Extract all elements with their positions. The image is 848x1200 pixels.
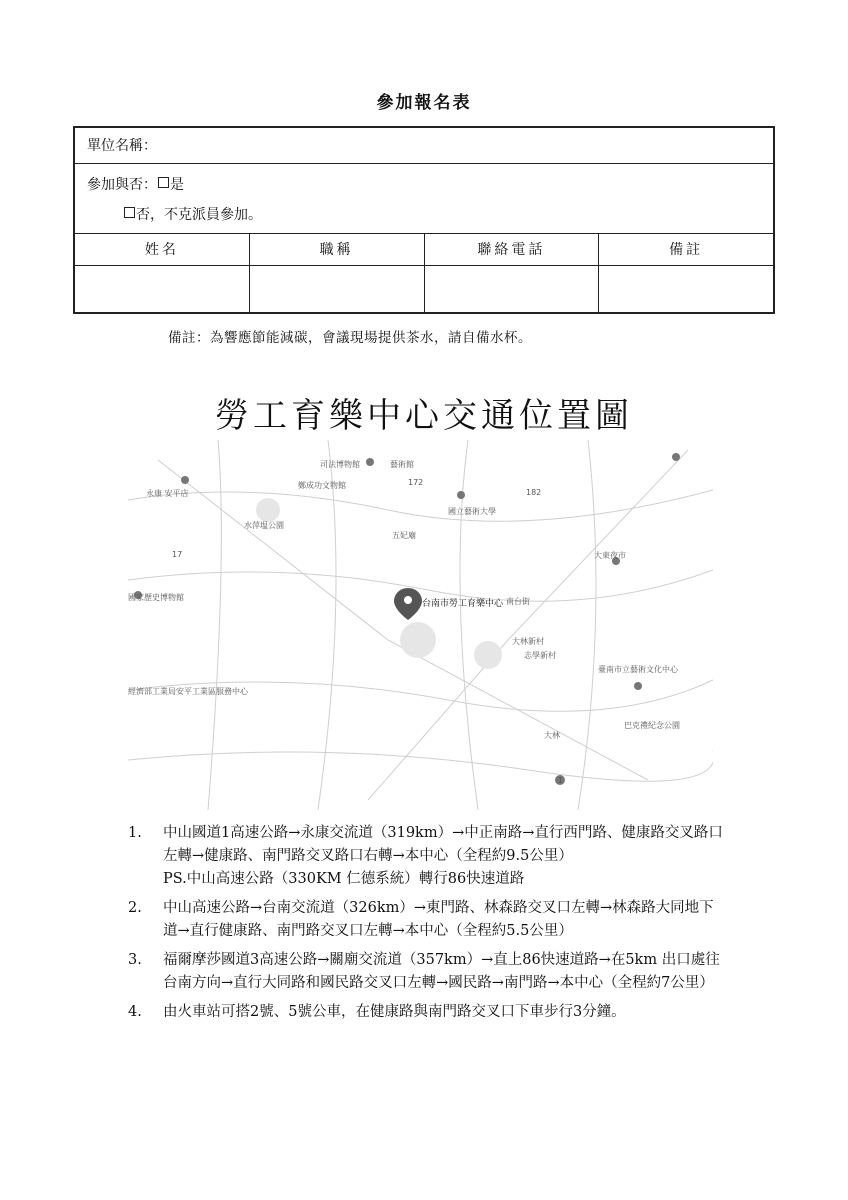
list-item <box>128 949 728 995</box>
no-label: 否，不克派員參加。 <box>136 207 262 223</box>
route-text: 中山國道1高速公路→永康交流道（319km）→中正南路→直行西門路、健康路交叉路口左轉→健康路、南門路交叉路口右轉→本中心（全程約9.5公里） <box>163 825 723 864</box>
route-number: 1. <box>128 825 142 841</box>
name-cell[interactable] <box>75 266 250 312</box>
col-phone-header: 聯絡電話 <box>425 234 600 265</box>
map-label-road-182: 182 <box>526 488 542 497</box>
map-label-industrial: 經濟部工業局安平工業區服務中心 <box>128 687 248 696</box>
map-label-tnua: 國立藝術大學 <box>448 507 496 516</box>
list-item <box>128 897 728 943</box>
yes-label: 是 <box>170 177 184 193</box>
list-item <box>128 1001 728 1024</box>
remark-cell[interactable] <box>599 266 773 312</box>
map-label-art-hall: 藝術館 <box>390 460 414 469</box>
map-label-nantai: 南台街 <box>506 597 530 606</box>
map-label-dalin2: 大林 <box>544 731 560 740</box>
map-label-zhixue: 志學新村 <box>524 651 556 660</box>
table-header <box>75 234 773 266</box>
destination-pin-icon <box>394 588 422 620</box>
map-title: 勞工育樂中心交通位置圖 <box>215 396 633 436</box>
route-number: 2. <box>128 900 142 916</box>
route-list <box>128 822 728 1030</box>
map-label-confucius: 鄭成功文物館 <box>298 481 346 490</box>
route-text: 由火車站可搭2號、5號公車，在健康路與南門路交叉口下車步行3分鐘。 <box>163 1004 626 1020</box>
map-label-museum: 國家歷史博物館 <box>128 593 184 602</box>
registration-form <box>73 126 775 314</box>
map-label-bamboo: 巴克禮紀念公園 <box>624 721 680 730</box>
unit-name-label: 單位名稱： <box>87 138 157 154</box>
table-row <box>75 266 773 312</box>
map-label-song: 永康 安平店 <box>146 489 189 498</box>
map-label-road-17: 17 <box>172 550 183 559</box>
map-label-road-172: 172 <box>408 478 424 487</box>
map-label-park: 水萍塭公園 <box>244 521 284 530</box>
no-checkbox[interactable] <box>124 207 135 218</box>
map-label-fountain: 五妃廟 <box>392 531 416 540</box>
unit-name-row <box>75 128 773 164</box>
map-label-destination: 台南市勞工育樂中心 <box>422 599 504 609</box>
col-name-header: 姓名 <box>75 234 250 265</box>
map-label-dalin: 大林新村 <box>512 637 544 646</box>
list-item <box>128 822 728 891</box>
route-number: 3. <box>128 952 142 968</box>
form-title: 參加報名表 <box>376 93 472 113</box>
map-label-court: 司法博物館 <box>320 460 360 469</box>
route-number: 4. <box>128 1004 142 1020</box>
col-remark-header: 備註 <box>669 242 704 258</box>
map-label-road-1: 1 <box>558 776 564 785</box>
map-label-market: 大東夜市 <box>594 551 626 560</box>
participation-row <box>75 164 773 234</box>
phone-cell[interactable] <box>425 266 600 312</box>
route-text: 福爾摩莎國道3高速公路→關廟交流道（357km）→直上86快速道路→在5km 出口處往台南方向→直行大同路和國民路交叉口左轉→國民路→南門路→本中心（全程約7公里） <box>163 952 720 991</box>
yes-checkbox[interactable] <box>158 177 169 188</box>
route-text: 中山高速公路→台南交流道（326km）→東門路、林森路交叉口左轉→林森路大同地下道→直行健康路、南門路交叉口左轉→本中心（全程約5.5公里） <box>163 900 714 939</box>
form-note: 備註：為響應節能減碳，會議現場提供茶水，請自備水杯。 <box>168 330 532 346</box>
col-title-header: 職稱 <box>250 234 425 265</box>
participation-label: 參加與否： <box>87 177 157 193</box>
map-label-arts-center: 臺南市立藝術文化中心 <box>598 665 678 674</box>
location-map <box>128 440 713 810</box>
route-ps: PS.中山高速公路（330KM 仁德系統）轉行86快速道路 <box>163 871 525 887</box>
title-cell[interactable] <box>250 266 425 312</box>
map-background <box>128 440 713 810</box>
